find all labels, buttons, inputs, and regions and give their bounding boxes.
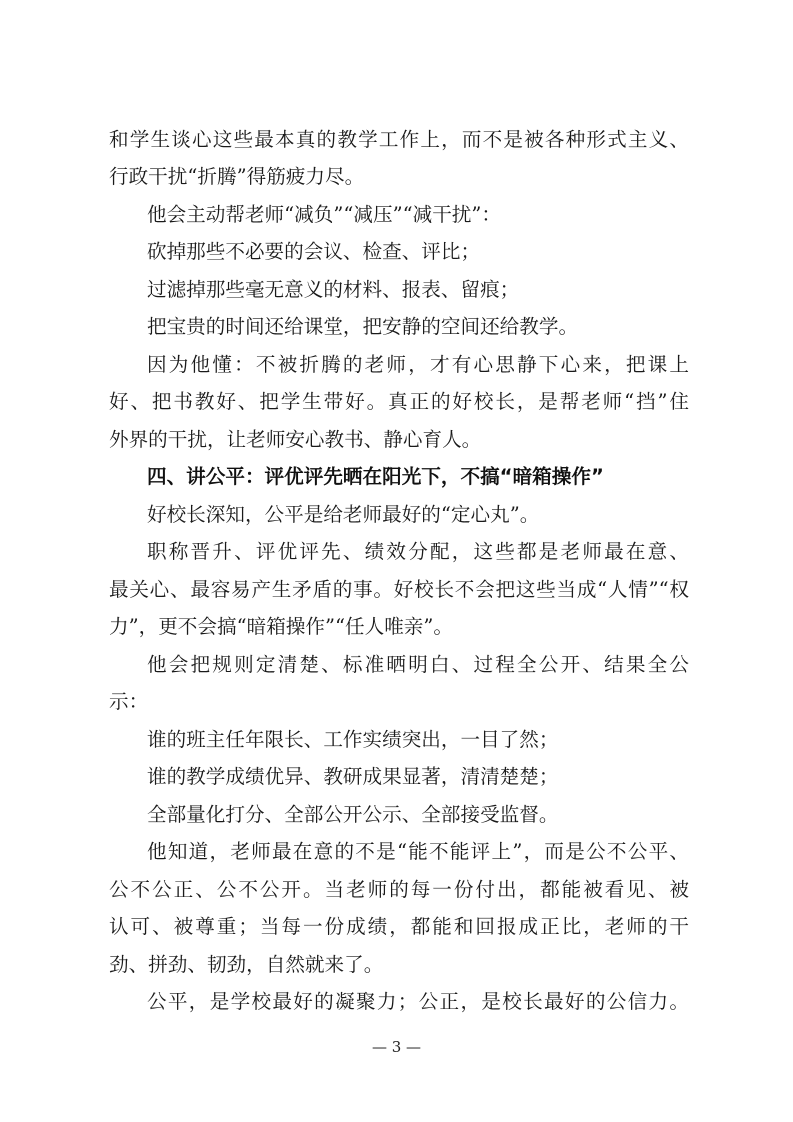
text-line: 最关心、最容易产生矛盾的事。好校长不会把这些当成“人情”“权 [109,578,689,601]
text-line: 因为他懂：不被折腾的老师，才有心思静下心来，把课上 [147,353,689,376]
text-line: 公平，是学校最好的凝聚力；公正，是校长最好的公信力。 [147,990,689,1013]
text-line: 劲、拼劲、韧劲，自然就来了。 [109,953,384,976]
text-line: 行政干扰“折腾”得筋疲力尽。 [109,165,365,188]
text-line: 认可、被尊重；当每一份成绩，都能和回报成正比，老师的干 [109,915,689,938]
text-line: 职称晋升、评优评先、绩效分配，这些都是老师最在意、 [147,540,689,563]
text-line: 好校长深知，公平是给老师最好的“定心丸”。 [147,503,540,526]
section-heading: 四、讲公平：评优评先晒在阳光下，不搞“暗箱操作” [147,465,604,488]
text-line: 他会把规则定清楚、标准晒明白、过程全公开、结果全公 [147,653,689,676]
text-line: 他知道，老师最在意的不是“能不能评上”，而是公不公平、 [147,840,689,863]
text-line: 把宝贵的时间还给课堂，把安静的空间还给教学。 [147,315,579,338]
text-line: 谁的班主任年限长、工作实绩突出，一目了然； [147,728,559,751]
text-line: 公不公正、公不公开。当老师的每一份付出，都能被看见、被 [109,878,689,901]
text-line: 砍掉那些不必要的会议、检查、评比； [147,240,481,263]
text-line: 他会主动帮老师“减负”“减压”“减干扰”： [147,203,502,226]
text-line: 示： [109,690,149,713]
text-line: 力”，更不会搞“暗箱操作”“任人唯亲”。 [109,615,453,638]
text-line: 全部量化打分、全部公开公示、全部接受监督。 [147,803,559,826]
text-line: 过滤掉那些毫无意义的材料、报表、留痕； [147,278,520,301]
text-line: 谁的教学成绩优异、教研成果显著，清清楚楚； [147,765,559,788]
page-number: — 3 — [371,1038,422,1056]
text-line: 外界的干扰，让老师安心教书、静心育人。 [109,428,482,451]
text-line: 好、把书教好、把学生带好。真正的好校长，是帮老师“挡”住 [109,390,689,413]
text-line: 和学生谈心这些最本真的教学工作上，而不是被各种形式主义、 [109,128,689,151]
